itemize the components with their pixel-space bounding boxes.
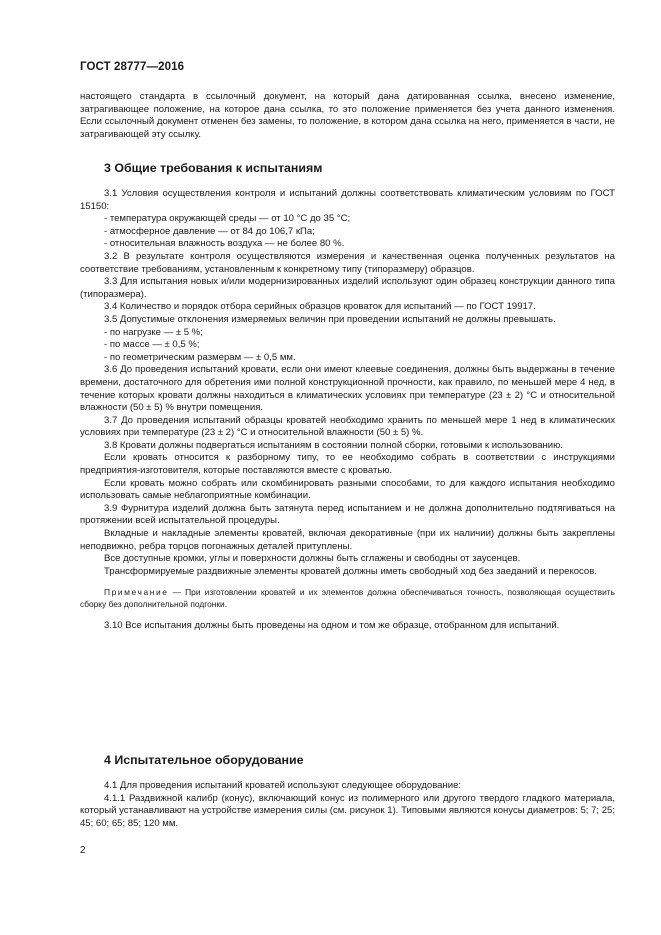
note — [80, 587, 615, 609]
list-item: - по нагрузке — ± 5 %; — [104, 326, 203, 338]
tolerance-list — [80, 327, 615, 365]
clause-3-7: 3.7 До проведения испытаний образцы кроватей необходимо хранить по меньшей мере 1 нед в климатических условиях при температуре (23 ± 2) °С и относительной влажности (50 ± 5) %. — [80, 414, 615, 439]
document-header: ГОСТ 28777—2016 — [80, 61, 185, 73]
section-4-title: 4 Испытательное оборудование — [104, 753, 304, 767]
section-3-title: 3 Общие требования к испытаниям — [104, 161, 323, 175]
clause-4-1: 4.1 Для проведения испытаний кроватей используют следующее оборудование: — [104, 780, 462, 791]
section-3-body — [80, 188, 615, 632]
clause-3-9-edges: Все доступные кромки, углы и поверхности должны быть сглажены и свободны от заусенцев. — [104, 553, 521, 565]
clause-3-5: 3.5 Допустимые отклонения измеряемых величин при проведении испытаний не должны превышать. — [104, 313, 556, 325]
clause-3-8: 3.8 Кровати должны подвергаться испытаниям в состоянии полной сборки, готовыми к использованию. — [104, 439, 563, 451]
clause-3-8-combinations: Если кровать можно собрать или скомбинировать разными способами, то для каждого испытания необходимо использовать самые неблагоприятные комбинации. — [80, 477, 615, 502]
section-4-body — [80, 780, 615, 830]
clause-3-10: 3.10 Все испытания должны быть проведены на одном и том же образце, отобранном для испытаний. — [104, 619, 560, 631]
clause-3-6: 3.6 До проведения испытаний кровати, если они имеют клеевые соединения, должны быть выдержаны в течение времени, достаточного для обретения ими полной конструкционной прочности, как правило, по меньшей мере 4 нед, в течение которых кровати должны находиться в климатических условиях при температуре (23 ± 2) °С и относительной влажности (50 ± 5) % внутри помещения. — [80, 364, 615, 414]
clause-3-4: 3.4 Количество и порядок отбора серийных образцов кроваток для испытаний — по ГОСТ 19917. — [104, 301, 536, 313]
clause-3-2: 3.2 В результате контроля осуществляются измерения и качественная оценка полученных результатов на соответствие требованиям, установленным к конкретному типу (типоразмеру) образцов. — [80, 250, 615, 275]
list-item: - температура окружающей среды — от 10 °С до 35 °С; — [104, 213, 351, 225]
note-text: — При изготовлении кроватей и их элементов должна обеспечиваться точность, позволяющая осуществить сборку без дополнительной подгонки. — [80, 587, 615, 609]
clause-3-9: 3.9 Фурнитура изделий должна быть затянута перед испытанием и не должна дополнительно подтягиваться на протяжении всей испытательной процедуры. — [80, 502, 615, 527]
clause-4-1-1: 4.1.1 Раздвижной калибр (конус), включающий конус из полимерного или другого твердого гладкого материала, который устанавливают на устройстве измерения силы (см. рисунок 1). Типовыми являются конусы диаметров: 5; 7; 25; 45; 60; 65; 85; 120 мм. — [80, 792, 615, 829]
intro-paragraph: настоящего стандарта в ссылочный документ, на который дана датированная ссылка, внесено изменение, затрагивающее положение, на которое дана ссылка, то это положение применяется без учета данного изменения. Если ссылочный документ отменен без замены, то положение, в котором дана ссылка на него, применяется в части, не затрагивающей эту ссылку. — [80, 91, 615, 140]
list-item: - относительная влажность воздуха — не более 80 %. — [104, 238, 345, 250]
clause-3-3: 3.3 Для испытания новых и/или модернизированных изделий используют один образец конструкции данного типа (типоразмера). — [80, 276, 615, 300]
intro-paragraph-block — [80, 91, 615, 141]
list-item: - по массе — ± 0,5 %; — [104, 339, 200, 351]
clause-3-9-transform: Трансформируемые раздвижные элементы кроватей должны иметь свободный ход без заеданий и перекосов. — [104, 565, 597, 577]
page-number: 2 — [80, 845, 86, 856]
clause-3-9-inserts: Вкладные и накладные элементы кроватей, включая декоративные (при их наличии) должны быть закреплены неподвижно, ребра торцов погонажных деталей притуплены. — [80, 528, 615, 552]
clause-3-1: 3.1 Условия осуществления контроля и испытаний должны соответствовать климатическим условиям по ГОСТ 15150: — [80, 188, 615, 212]
list-item: - по геометрическим размерам — ± 0,5 мм. — [104, 351, 296, 363]
note-label: Примечание — [104, 587, 169, 598]
clause-3-8-collapsible: Если кровать относится к разборному типу, то ее необходимо собрать в соответствии с инструкциями предприятия-изготовителя, которые поставляются вместе с кроватью. — [80, 452, 615, 477]
list-item: - атмосферное давление — от 84 до 106,7 кПа; — [104, 225, 315, 237]
climate-conditions-list — [80, 213, 615, 251]
